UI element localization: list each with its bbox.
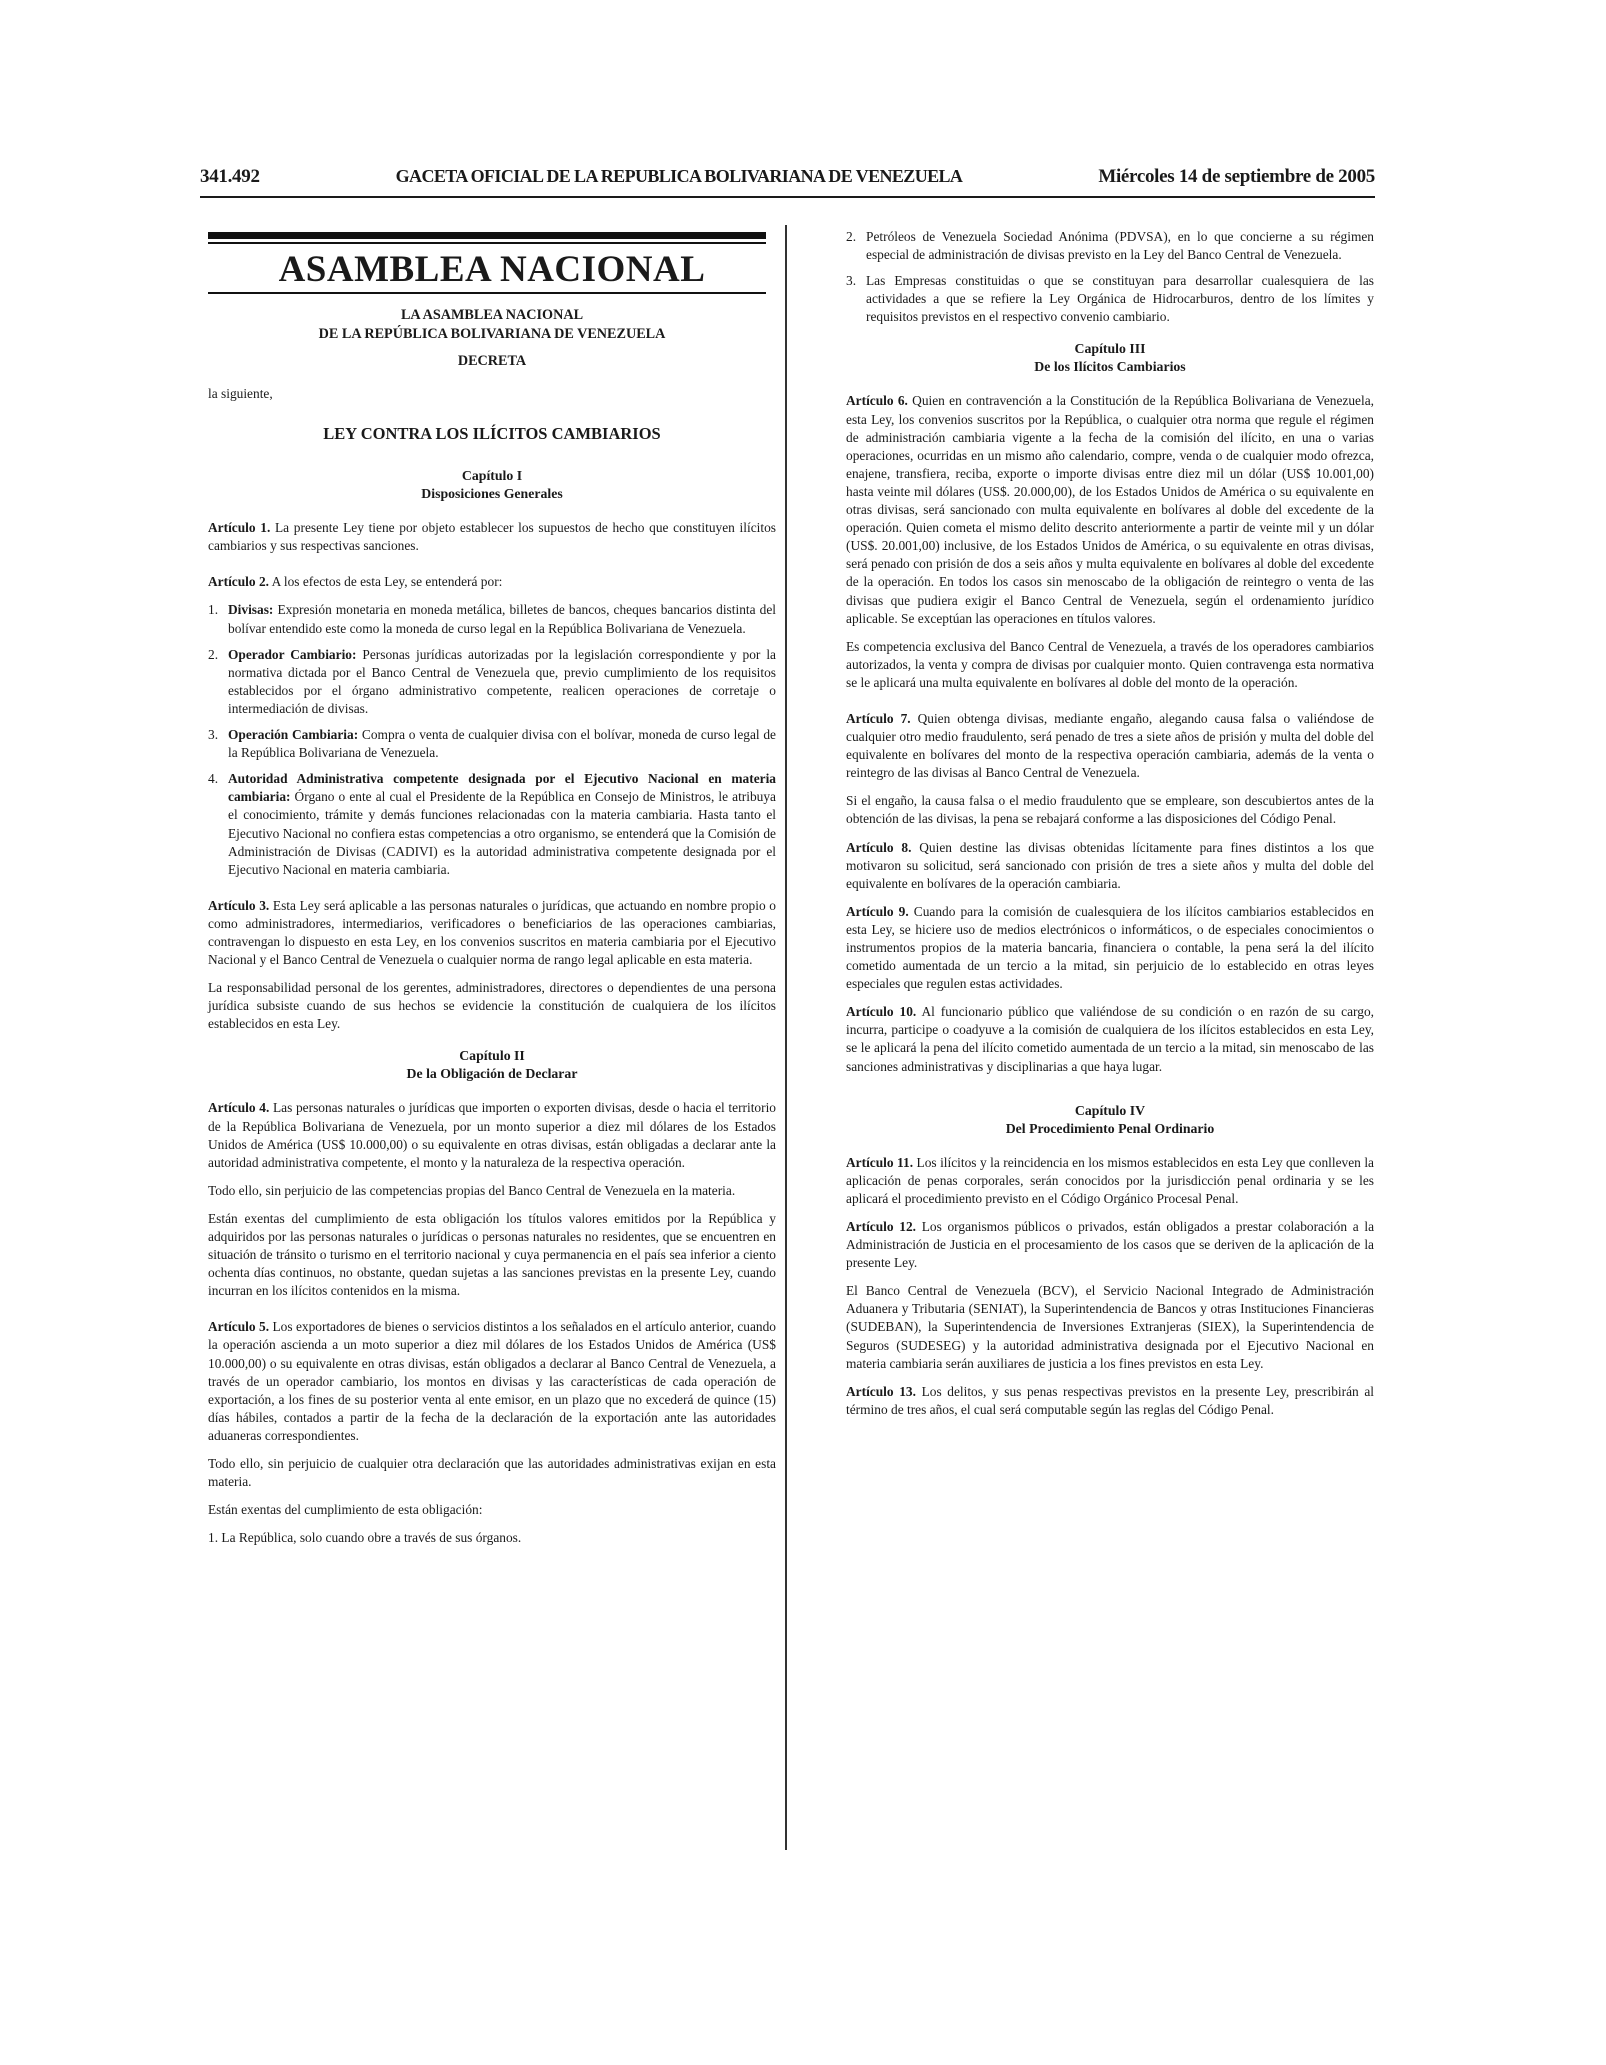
article-11-text: Los ilícitos y la reincidencia en los mismos establecidos en esta Ley que conlleven la aplicación de penas corporales, serán conocidos por la jurisdicción penal ordinaria y se les aplicará el procedimiento previsto en el Código Orgánico Procesal Penal.	[846, 1154, 1374, 1206]
article-8-text: Quien destine las divisas obtenidas lícitamente para fines distintos a los que motivaron su solicitud, será sancionado con prisión de tres a siete años y multa del doble del equivalente en bolívares de la operación cambiaria.	[846, 839, 1374, 891]
page-number: 341.492	[200, 166, 260, 187]
article-6-number: Artículo 6.	[846, 393, 908, 409]
article-12-text: Los organismos públicos o privados, están obligados a prestar colaboración a la Administración de Justicia en el procesamiento de los casos que se deriven de la aplicación de la presente Ley.	[846, 1218, 1375, 1271]
article-7-number: Artículo 7.	[846, 710, 911, 726]
chapter-3-heading	[846, 340, 1374, 376]
chapter-1-heading	[208, 467, 776, 503]
chapter-1-label: Capítulo I	[461, 468, 523, 484]
article-3-paragraph-2: La responsabilidad personal de los gerentes, administradores, directores o dependientes de una persona jurídica subsiste cuando de sus hechos se evidencie la constitución de cualquiera de los ilícitos establecidos en esta Ley.	[208, 980, 776, 1032]
article-5-paragraph-3: Están exentas del cumplimiento de esta obligación:	[208, 1502, 483, 1518]
article-6-text: Quien en contravención a la Constitución de la República Bolivariana de Venezuela, esta Ley, los convenios suscritos por la República, o cualquier otra norma que regule el régimen de administración cambiaria vigente a la fecha de la comisión del ilícito, en una o varias operaciones, ocurridas en un mismo año calendario, compre, venda o de cualquier modo ofrezca, enajene, transfiera, reciba, exporte o importe divisas entre diez mil un dólar (US$ 10.001,00) hasta veinte mil dólares (US$. 20.000,00), de los Estados Unidos de América o su equivalente en otras divisas, será sancionado con multa equivalente en bolívares al doble del excedente de la operación. Quien cometa el mismo delito descrito anteriormente a partir de veinte mil y un dólar (US$. 20.001,00) inclusive, de los Estados Unidos de América, o su equivalente en otras divisas, será penado con prisión de dos a seis años y multa equivalente en bolívares al doble del excedente de la operación. En todos los casos sin menoscabo de la obligación de reintegro o venta de las divisas que pudiera exigir el Banco Central de Venezuela, según el ordenamiento jurídico aplicable. Se exceptúan las operaciones en títulos valores.	[846, 393, 1375, 626]
column-divider	[785, 225, 787, 1850]
assembly-underline	[208, 292, 766, 294]
article-4	[208, 1099, 776, 1171]
exemptions-list	[846, 228, 1374, 326]
law-title: LEY CONTRA LOS ILÍCITOS CAMBIARIOS	[323, 424, 661, 444]
decree-block	[208, 306, 776, 371]
decree-line-3: DECRETA	[457, 353, 527, 369]
decree-line-2: DE LA REPÚBLICA BOLIVARIANA DE VENEZUELA	[318, 326, 666, 342]
definitions-list	[208, 601, 776, 878]
chapter-4-title: Del Procedimiento Penal Ordinario	[1005, 1120, 1215, 1136]
chapter-2-heading	[208, 1047, 776, 1083]
chapter-4-heading	[846, 1102, 1374, 1138]
list-item: 3. Las Empresas constituidas o que se constituyan para desarrollar cualesquiera de las actividades a que se refiere la Ley Orgánica de Hidrocarburos, dentro de los límites y requisitos previstos en el respectivo convenio cambiario.	[846, 273, 1374, 325]
chapter-3-title: De los Ilícitos Cambiarios	[1034, 359, 1186, 375]
top-thin-rule	[208, 242, 766, 244]
article-13-number: Artículo 13.	[846, 1383, 916, 1399]
article-2-text: A los efectos de esta Ley, se entenderá por:	[269, 574, 503, 590]
chapter-4-label: Capítulo IV	[1074, 1102, 1146, 1118]
article-13-text: Los delitos, y sus penas respectivas previstos en la presente Ley, prescribirán al término de tres años, el cual será computable según las reglas del Código Penal.	[846, 1383, 1374, 1417]
article-4-paragraph-3: Están exentas del cumplimiento de esta obligación los títulos valores emitidos por la República y adquiridos por las personas naturales o jurídicas o personas naturales no residentes, que se encuentren en situación de tránsito o turismo en el territorio nacional y cuya permanencia en el país sea inferior a ciento ochenta días continuos, no obstante, quedan sujetas a las sanciones previstas en la presente Ley, cuando incurran en los ilícitos contenidos en la misma.	[208, 1210, 776, 1299]
article-4-text: Las personas naturales o jurídicas que importen o exporten divisas, desde o hacia el territorio de la República Bolivariana de Venezuela, por un monto superior a diez mil dólares de los Estados Unidos de América (US$ 10.000,00) o su equivalente en otras divisas, están obligadas a declarar ante la autoridad administrativa competente, el monto y la naturaleza de la respectiva operación.	[208, 1100, 776, 1170]
article-11	[846, 1154, 1374, 1208]
left-column	[208, 228, 776, 1557]
article-3	[208, 897, 776, 969]
article-1-text: La presente Ley tiene por objeto establecer los supuestos de hecho que constituyen ilícitos cambiarios y sus respectivas sanciones.	[208, 520, 777, 554]
chapter-3-label: Capítulo III	[1074, 341, 1146, 357]
gazette-title: GACETA OFICIAL DE LA REPUBLICA BOLIVARIANA DE VENEZUELA	[395, 166, 963, 186]
article-1-number: Artículo 1.	[208, 520, 271, 536]
list-item: 2. Operador Cambiario: Personas jurídicas autorizadas por la legislación correspondiente y por la normativa dictada por el Banco Central de Venezuela que, previo cumplimiento de los requisitos establecidos por el órgano administrativo competente, realicen operaciones de corretaje o intermediación de divisas.	[208, 646, 776, 716]
chapter-2-label: Capítulo II	[459, 1048, 525, 1064]
article-2	[208, 573, 776, 591]
article-7-text: Quien obtenga divisas, mediante engaño, alegando causa falsa o valiéndose de cualquier otro medio fraudulento, será penado de tres a siete años de prisión y multa del doble del equivalente en bolívares del monto de la respectiva operación cambiaria, además de la venta o reintegro de las divisas al Banco Central de Venezuela.	[846, 710, 1374, 781]
article-5-item-1: 1. La República, solo cuando obre a través de sus órganos.	[208, 1530, 522, 1546]
top-thick-rule	[208, 232, 766, 239]
right-column	[846, 228, 1374, 1429]
article-4-number: Artículo 4.	[208, 1100, 270, 1116]
article-12-paragraph-2: El Banco Central de Venezuela (BCV), el Servicio Nacional Integrado de Administración Aduanera y Tributaria (SENIAT), la Superintendencia de Bancos y otras Instituciones Financieras (SUDEBAN), la Superintendencia de Inversiones Extranjeras (SIEX), la Superintendencia de Seguros (SUDESEG) y la autoridad administrativa designada por el Ejecutivo Nacional en materia cambiaria serán auxiliares de justicia a los fines previstos en esta Ley.	[846, 1283, 1374, 1371]
article-2-number: Artículo 2.	[208, 574, 269, 590]
article-13	[846, 1383, 1374, 1419]
article-4-paragraph-2: Todo ello, sin perjuicio de las competencias propias del Banco Central de Venezuela en la materia.	[208, 1182, 736, 1198]
chapter-1-title: Disposiciones Generales	[421, 486, 563, 502]
assembly-title: ASAMBLEA NACIONAL	[278, 249, 706, 290]
gazette-header	[200, 166, 1375, 194]
article-10-text: Al funcionario público que valiéndose de su condición o en razón de su cargo, incurra, participe o coadyuve a la comisión de cualquiera de los ilícitos establecidos en esta Ley, se le aplicará la pena del ilícito cometido aumentada de un tercio a la mitad, sin menoscabo de las sanciones administrativas y disciplinarias a que haya lugar.	[846, 1004, 1375, 1074]
article-10-number: Artículo 10.	[846, 1004, 917, 1020]
article-9	[846, 903, 1374, 993]
article-1	[208, 519, 776, 555]
article-5-number: Artículo 5.	[208, 1319, 270, 1335]
article-5-text: Los exportadores de bienes o servicios distintos a los señalados en el artículo anterior, cuando la operación ascienda a un moto superior a diez mil dólares de los Estados Unidos de América (US$ 10.000,00) o su equivalente en otras divisas, están obligados a declarar al Banco Central de Venezuela, a través de un operador cambiario, los montos en divisas y las características de cada operación de exportación, a los fines de su posterior venta al ente emisor, en un plazo que no excederá de quince (15) días hábiles, contados a partir de la fecha de la declaración de la exportación ante las autoridades aduaneras correspondientes.	[208, 1319, 776, 1443]
publication-date: Miércoles 14 de septiembre de 2005	[1098, 166, 1375, 187]
article-6	[846, 392, 1374, 627]
decree-line-1: LA ASAMBLEA NACIONAL	[400, 307, 584, 323]
article-10	[846, 1003, 1374, 1075]
list-item: 3. Operación Cambiaria: Compra o venta de cualquier divisa con el bolívar, moneda de curso legal de la República Bolivariana de Venezuela.	[208, 727, 776, 761]
chapter-2-title: De la Obligación de Declarar	[406, 1066, 578, 1082]
list-item: 1. Divisas: Expresión monetaria en moneda metálica, billetes de bancos, cheques bancarios distinta del bolívar entendido este como la moneda de curso legal en la República Bolivariana de Venezuela.	[208, 602, 776, 636]
article-8	[846, 839, 1374, 893]
list-item: 2. Petróleos de Venezuela Sociedad Anónima (PDVSA), en lo que concierne a su régimen especial de administración de divisas previsto en la Ley del Banco Central de Venezuela.	[846, 229, 1374, 263]
article-12	[846, 1218, 1374, 1272]
article-6-paragraph-2: Es competencia exclusiva del Banco Central de Venezuela, a través de los operadores cambiarios autorizados, la venta y compra de divisas por cualquier monto. Quien contravenga esta normativa se le aplicará una multa equivalente en bolívares al doble del monto de la operación.	[846, 638, 1374, 690]
article-3-text: Esta Ley será aplicable a las personas naturales o jurídicas, que actuando en nombre propio o como administradores, intermediarios, verificadores o beneficiarios de las operaciones cambiarias, contravengan lo dispuesto en esta Ley, en los convenios suscritos en materia cambiaria por el Ejecutivo Nacional y el Banco Central de Venezuela o cualquier norma de rango legal aplicable en esta materia.	[208, 897, 776, 968]
article-12-number: Artículo 12.	[846, 1218, 917, 1234]
article-7	[846, 710, 1374, 782]
header-rule	[200, 196, 1375, 198]
article-9-number: Artículo 9.	[846, 903, 909, 919]
article-5-paragraph-2: Todo ello, sin perjuicio de cualquier otra declaración que las autoridades administrativas exijan en esta materia.	[208, 1456, 776, 1490]
article-5	[208, 1318, 776, 1445]
article-8-number: Artículo 8.	[846, 839, 912, 855]
list-item: 4. Autoridad Administrativa competente designada por el Ejecutivo Nacional en materia cambiaria: Órgano o ente al cual el Presidente de la República en Consejo de Ministros, le atribuya el conocimiento, trámite y demás funciones relacionadas con la materia cambiaria. Hasta tanto el Ejecutivo Nacional no confiera estas competencias a otro organismo, se entenderá que la Comisión de Administración de Divisas (CADIVI) es la autoridad administrativa competente designada por el Ejecutivo Nacional en materia cambiaria.	[208, 771, 776, 877]
intro-text: la siguiente,	[208, 386, 273, 401]
article-9-text: Cuando para la comisión de cualesquiera de los ilícitos cambiarios establecidos en esta Ley, se hiciere uso de medios electrónicos o informáticos, o de especiales conocimientos o instrumentos propios de la materia bancaria, financiera o contable, la pena será la del ilícito cometido aumentada de un tercio a la mitad, sin perjuicio de lo establecido en otras leyes especiales que regulen estas actividades.	[846, 903, 1374, 992]
article-7-paragraph-2: Si el engaño, la causa falsa o el medio fraudulento que se empleare, son descubiertos antes de la obtención de las divisas, la pena se rebajará conforme a las disposiciones del Código Penal.	[846, 793, 1374, 827]
article-3-number: Artículo 3.	[208, 897, 270, 913]
article-11-number: Artículo 11.	[846, 1154, 914, 1170]
